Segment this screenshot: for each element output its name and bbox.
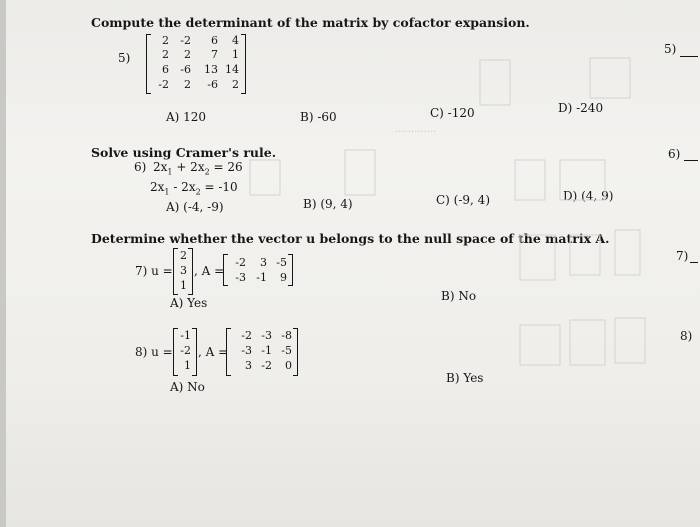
q8-choice-b[interactable]: B) Yes [446, 371, 484, 385]
q5-m-3-1: 2 [184, 78, 191, 91]
q5-m-0-1: -2 [180, 34, 191, 47]
q8-u-2: 1 [184, 359, 191, 372]
q8-a-2-1: -2 [261, 359, 272, 372]
q5-choice-c[interactable]: C) -120 [430, 106, 475, 120]
q6-equation-2: $2x_1 - 2x_2 = -10$ [150, 180, 238, 197]
q5-m-2-2: 13 [204, 63, 218, 76]
q5-choice-b[interactable]: B) -60 [300, 110, 337, 124]
q5-m-0-2: 6 [211, 34, 218, 47]
q5-m-2-1: -6 [180, 63, 191, 76]
q5-m-3-0: -2 [158, 78, 169, 91]
bleed-through-text: ............. [395, 124, 437, 135]
q7-number: 7) u = [135, 264, 173, 278]
q7-choice-b[interactable]: B) No [441, 289, 477, 303]
q8-a-1-2: -5 [281, 344, 292, 357]
q5-m-1-3: 1 [232, 48, 239, 61]
q8-a-2-0: 3 [245, 359, 252, 372]
q7-a-1-1: -1 [256, 271, 267, 284]
q7-a-1-0: -3 [235, 271, 246, 284]
q7-margin-label: 7) [676, 249, 689, 263]
q8-a-0-2: -8 [281, 329, 292, 342]
q5-m-1-2: 7 [211, 48, 218, 61]
q5-m-1-0: 2 [162, 48, 169, 61]
q7-a-1-2: 9 [280, 271, 287, 284]
q8-a-label: , A = [198, 345, 229, 359]
q6-header: Solve using Cramer's rule. [91, 145, 277, 160]
q5-number: 5) [118, 51, 131, 65]
q7-header: Determine whether the vector u belongs to the null space of the matrix A. [91, 231, 610, 246]
q7-u-2: 1 [180, 279, 187, 292]
q8-a-2-2: 0 [285, 359, 292, 372]
q7-a-0-0: -2 [235, 256, 246, 269]
q5-m-2-3: 14 [225, 63, 239, 76]
q8-a-0-0: -2 [241, 329, 252, 342]
q5-m-0-3: 4 [232, 34, 239, 47]
q8-number: 8) u = [135, 345, 173, 359]
q7-a-0-1: 3 [260, 256, 267, 269]
q8-u-0: -1 [180, 329, 191, 342]
q7-u-1: 3 [180, 264, 187, 277]
q6-equation-1: $2x_1 + 2x_2 = 26$ [153, 160, 243, 177]
q5-m-0-0: 2 [162, 34, 169, 47]
q5-m-1-1: 2 [184, 48, 191, 61]
q5-m-3-2: -6 [207, 78, 218, 91]
q5-header: Compute the determinant of the matrix by cofactor expansion. [91, 15, 530, 30]
q5-choice-d[interactable]: D) -240 [558, 101, 604, 115]
q6-choice-b[interactable]: B) (9, 4) [303, 197, 353, 211]
q7-a-label: , A = [194, 264, 225, 278]
q7-u-0: 2 [180, 249, 187, 262]
q5-margin-label: 5) [664, 42, 677, 56]
q8-a-1-0: -3 [241, 344, 252, 357]
q6-choice-a[interactable]: A) (-4, -9) [166, 200, 224, 214]
q5-m-2-0: 6 [162, 63, 169, 76]
q6-number: 6) [134, 160, 147, 174]
q7-a-0-2: -5 [276, 256, 287, 269]
q6-choice-c[interactable]: C) (-9, 4) [436, 193, 490, 207]
q6-margin-label: 6) [668, 147, 681, 161]
q8-margin-label: 8) [680, 329, 693, 343]
q8-choice-a[interactable]: A) No [170, 380, 205, 394]
q5-m-3-3: 2 [232, 78, 239, 91]
q8-a-1-1: -1 [261, 344, 272, 357]
q8-a-0-1: -3 [261, 329, 272, 342]
q5-choice-a[interactable]: A) 120 [166, 110, 207, 124]
q8-u-1: -2 [180, 344, 191, 357]
q7-choice-a[interactable]: A) Yes [170, 296, 208, 310]
q6-choice-d[interactable]: D) (4, 9) [563, 189, 614, 203]
